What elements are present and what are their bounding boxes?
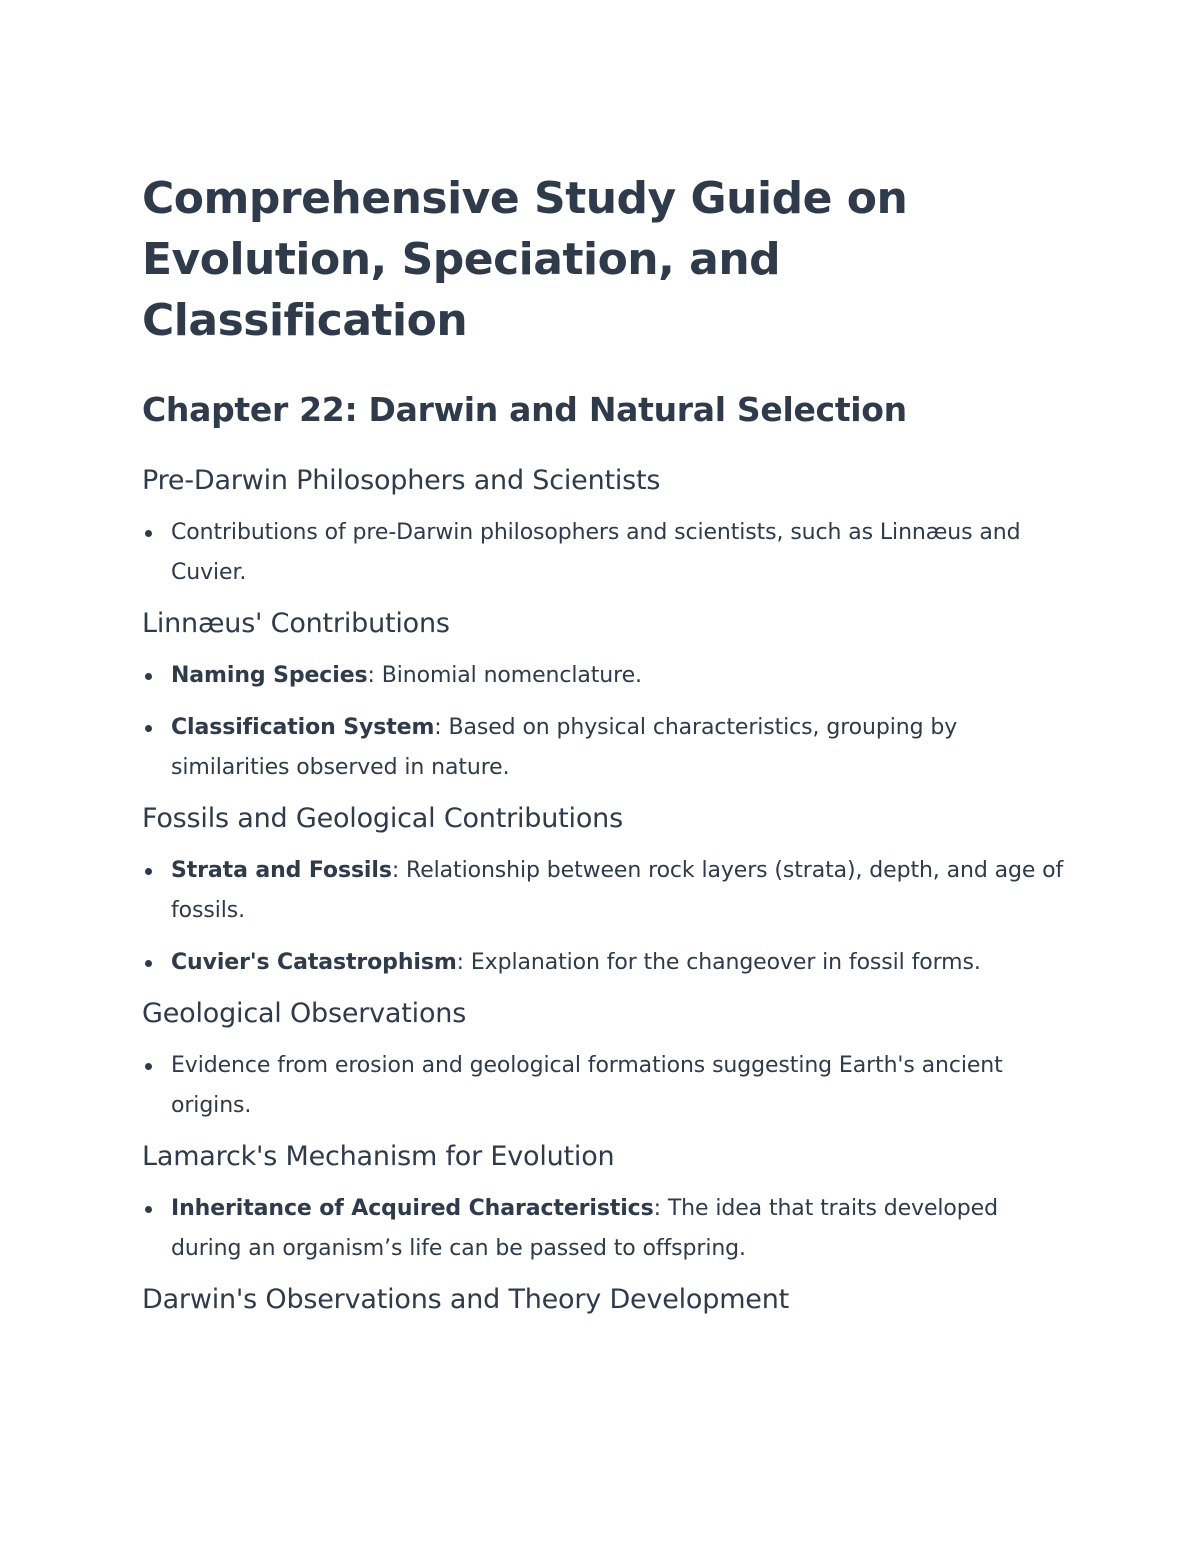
item-text: Contributions of pre-Darwin philosophers and scientists, such as Linnæus and Cuvier. [171, 520, 1021, 585]
section [142, 1138, 1072, 1269]
bullet-list [142, 656, 1072, 788]
bullet-icon [145, 673, 152, 680]
item-term: Classification System [171, 715, 435, 740]
section-heading: Pre-Darwin Philosophers and Scientists [142, 465, 661, 496]
list-item [142, 1189, 1072, 1269]
section-heading: Lamarck's Mechanism for Evolution [142, 1141, 615, 1172]
item-term: Cuvier's Catastrophism [171, 950, 457, 975]
document-title: Comprehensive Study Guide on Evolution, Speciation, and Classification [142, 173, 908, 346]
section-heading: Fossils and Geological Contributions [142, 803, 623, 834]
section [142, 800, 1072, 983]
list-item [142, 943, 1072, 983]
bullet-icon [145, 868, 152, 875]
item-text: Based on physical characteristics, grouping by similarities observed in nature. [171, 715, 958, 780]
section [142, 605, 1072, 788]
item-text: Binomial nomenclature. [381, 663, 642, 688]
section-heading: Geological Observations [142, 998, 467, 1029]
section [142, 1281, 1072, 1319]
item-separator: : [434, 715, 449, 740]
chapter-title: Chapter 22: Darwin and Natural Selection [142, 390, 907, 429]
item-term: Strata and Fossils [171, 858, 392, 883]
bullet-icon [145, 725, 152, 732]
bullet-list [142, 851, 1072, 983]
item-separator: : [391, 858, 407, 883]
bullet-icon [145, 1206, 152, 1213]
item-text: The idea that traits developed during an organism’s life can be passed to offspring. [171, 1196, 998, 1261]
section-heading: Linnæus' Contributions [142, 608, 450, 639]
item-term: Naming Species [171, 663, 368, 688]
section [142, 462, 1072, 593]
bullet-icon [145, 960, 152, 967]
section-heading: Darwin's Observations and Theory Development [142, 1284, 790, 1315]
item-text: Evidence from erosion and geological formations suggesting Earth's ancient origins. [171, 1053, 1003, 1118]
item-separator: : [456, 950, 471, 975]
sections-container [142, 462, 1072, 1319]
section [142, 995, 1072, 1126]
item-separator: : [367, 663, 382, 688]
item-separator: : [653, 1196, 668, 1221]
document-page [142, 168, 1072, 1319]
bullet-icon [145, 1063, 152, 1070]
list-item [142, 656, 1072, 696]
item-text: Relationship between rock layers (strata), depth, and age of fossils. [171, 858, 1064, 923]
item-term: Inheritance of Acquired Characteristics [171, 1196, 654, 1221]
list-item [142, 708, 1072, 788]
bullet-icon [145, 530, 152, 537]
list-item [142, 513, 1072, 593]
bullet-list [142, 513, 1072, 593]
item-text: Explanation for the changeover in fossil forms. [470, 950, 981, 975]
bullet-list [142, 1189, 1072, 1269]
list-item [142, 1046, 1072, 1126]
list-item [142, 851, 1072, 931]
bullet-list [142, 1046, 1072, 1126]
